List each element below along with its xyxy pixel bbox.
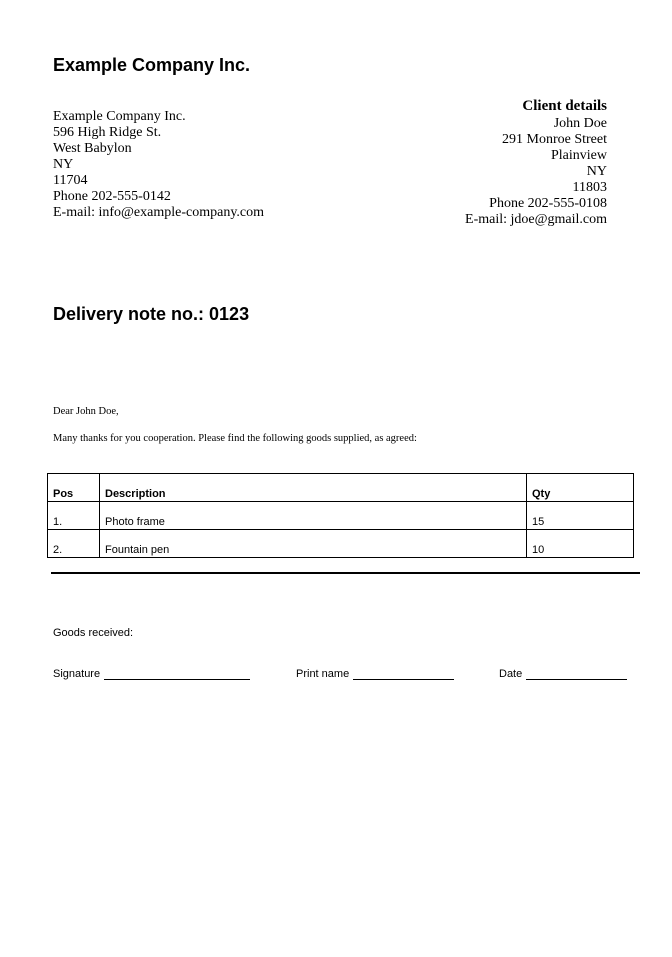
print-name-field — [296, 667, 454, 680]
sender-street: 596 High Ridge St. — [53, 125, 162, 140]
header-pos: Pos — [48, 474, 100, 502]
client-city: Plainview — [551, 148, 607, 163]
date-line — [526, 667, 627, 680]
goods-table — [47, 473, 634, 558]
cell-pos: 1. — [48, 502, 100, 530]
client-state: NY — [586, 164, 607, 179]
sender-phone: Phone 202-555-0142 — [53, 189, 171, 204]
client-zip: 11803 — [572, 180, 607, 195]
client-details-heading: Client details — [522, 98, 607, 114]
cell-description: Fountain pen — [100, 530, 527, 558]
section-divider — [51, 572, 640, 574]
date-label: Date — [499, 668, 523, 680]
table-row — [48, 530, 634, 558]
sender-address — [53, 109, 264, 221]
greeting: Dear John Doe, — [53, 406, 119, 417]
print-name-line — [353, 667, 454, 680]
cell-qty: 15 — [527, 502, 634, 530]
client-name: John Doe — [553, 116, 607, 131]
signature-line — [104, 667, 250, 680]
sender-city: West Babylon — [53, 141, 132, 156]
client-street: 291 Monroe Street — [502, 132, 607, 147]
sender-zip: 11704 — [53, 173, 88, 188]
header-qty: Qty — [527, 474, 634, 502]
client-details — [465, 98, 607, 228]
client-email: E-mail: jdoe@gmail.com — [465, 212, 607, 227]
sender-company-name: Example Company Inc. — [53, 109, 186, 124]
signature-label: Signature — [53, 668, 101, 680]
intro-text: Many thanks for you cooperation. Please find the following goods supplied, as agreed: — [53, 433, 417, 444]
header-description: Description — [100, 474, 527, 502]
date-field — [499, 667, 627, 680]
table-header-row — [48, 474, 634, 502]
cell-description: Photo frame — [100, 502, 527, 530]
sender-state: NY — [53, 157, 74, 172]
goods-received-label: Goods received: — [53, 627, 134, 639]
sender-email: E-mail: info@example-company.com — [53, 205, 265, 220]
signature-field — [53, 667, 250, 680]
table-row — [48, 502, 634, 530]
client-phone: Phone 202-555-0108 — [489, 196, 607, 211]
company-title: Example Company Inc. — [53, 55, 251, 75]
cell-qty: 10 — [527, 530, 634, 558]
print-name-label: Print name — [296, 668, 350, 680]
delivery-note-title: Delivery note no.: 0123 — [53, 304, 250, 324]
cell-pos: 2. — [48, 530, 100, 558]
